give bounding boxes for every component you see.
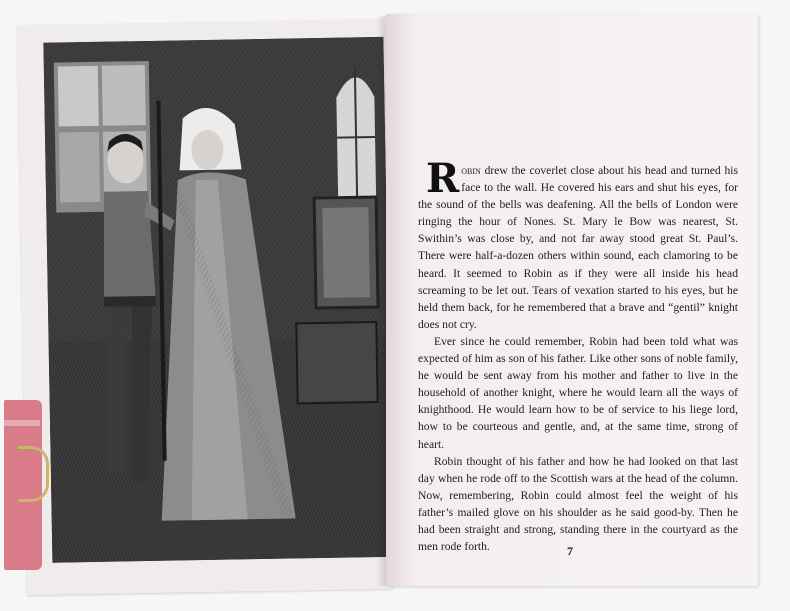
drop-cap: R: [426, 155, 460, 202]
illustration-drawing: [43, 37, 392, 563]
lead-word: obin: [461, 164, 481, 177]
binder-clip: [4, 400, 48, 570]
page-number: 7: [567, 544, 573, 558]
paragraph-2: Ever since he could remember, Robin had been told what was expected of him as son of his father. Like other sons of noble family, he would be sent away from his mother and father to live in the household of another knight, where he would learn all the ways of knighthood. He would learn how to be of service to his liege lord, how to be courteous and gentle, and, at the same time, strong of heart.: [418, 334, 738, 451]
left-page: [17, 19, 393, 595]
clip-highlight: [4, 420, 40, 426]
paragraph-1-text: drew the coverlet close about his head and turned his face to the wall. He covered his ears and shut his eyes, for the sound of the bells was deafening. All the bells of London were ringing the hour of Nones. St. Mary le Bow was nearest, St. Swithin’s was close by, and not far away stood great St. Paul’s. There were half-a-dozen others within sound, each clamoring to be heard. It seemed to Robin as if they were all inside his head screaming to be let out. Tears of vexation started to his eyes, but he held them back, for he remembered that a brave and “gentil” knight does not cry.: [418, 164, 738, 331]
paragraph-1: [418, 155, 738, 333]
paragraph-3: Robin thought of his father and how he had looked on that last day when he rode off to the Scottish wars at the head of the column. Now, remembering, Robin could almost feel the weight of his father’s mailed glove on his shoulder as he said good-by. Then he had been straight and strong, standing there in the courtyard as the men rode forth.: [418, 454, 738, 554]
open-book: [4, 10, 772, 595]
right-page: [386, 14, 758, 586]
clip-wire: [18, 446, 49, 502]
book-illustration: [43, 37, 392, 563]
page-text: [418, 155, 738, 555]
